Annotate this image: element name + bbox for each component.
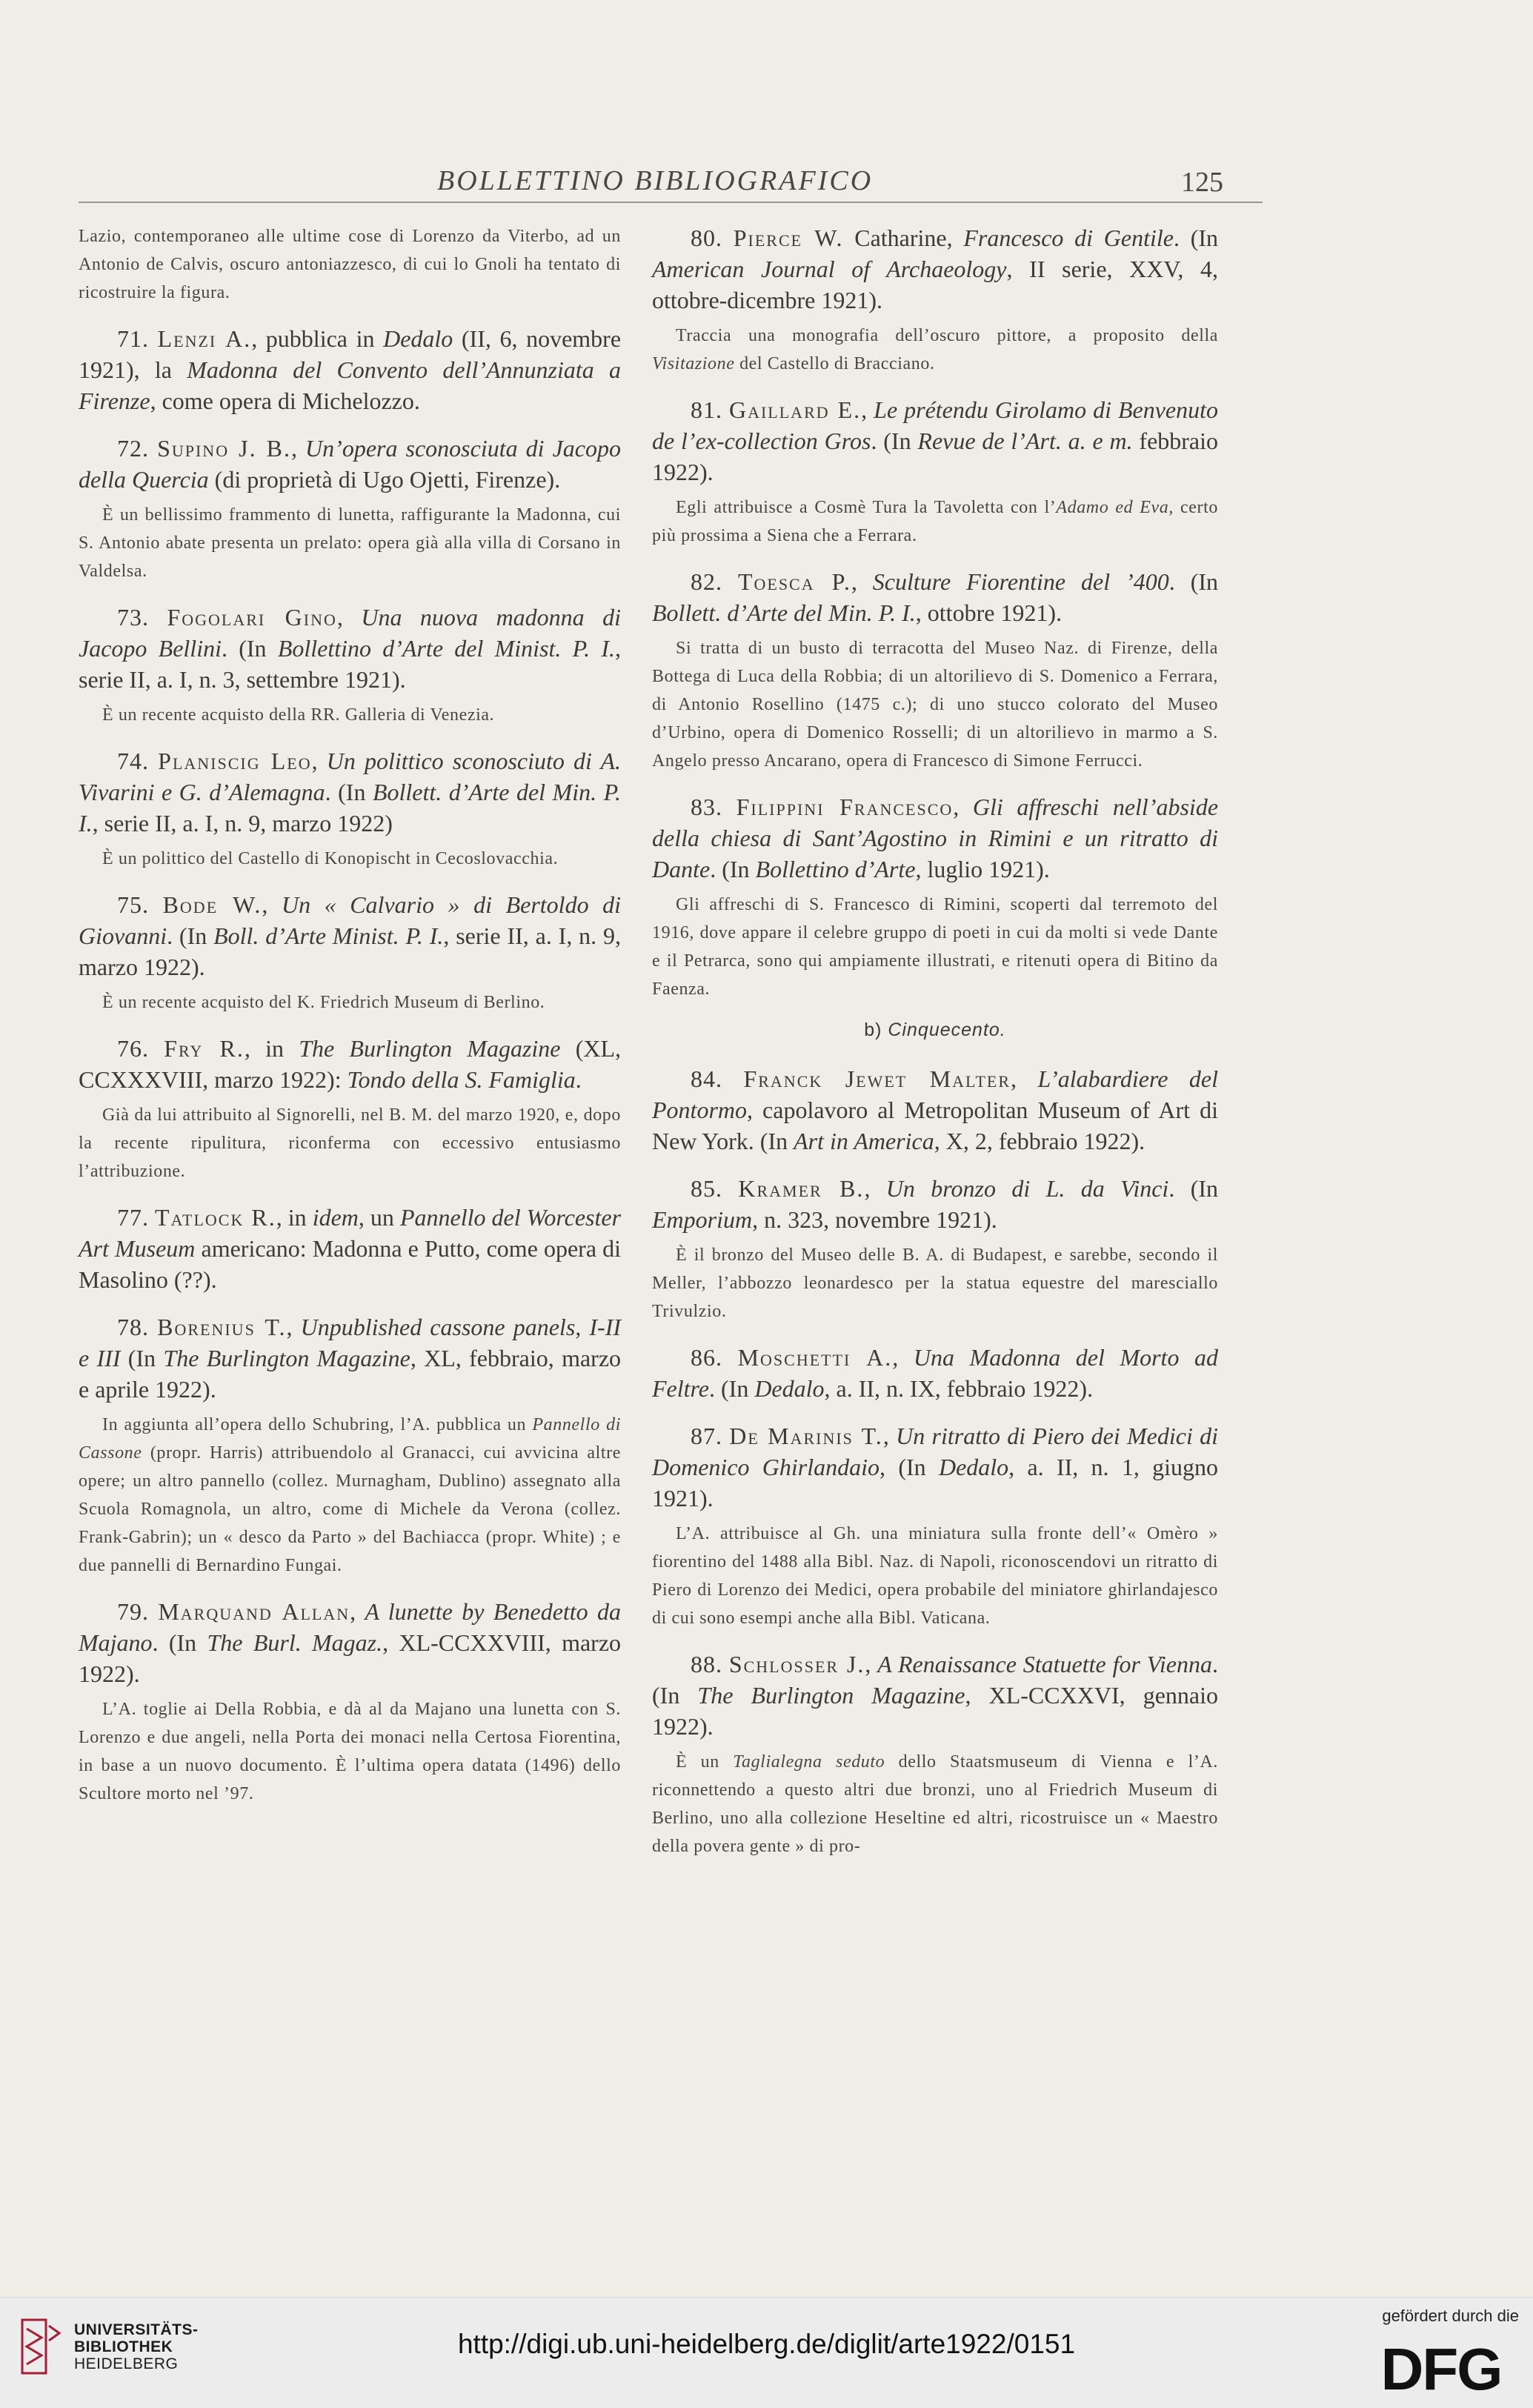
entry-number: 78. (117, 1314, 149, 1340)
entry-author: Toesca P. (737, 568, 851, 595)
entry-author: Bode W. (162, 891, 262, 918)
note-text: del Castello di Bracciano. (734, 354, 935, 373)
entry-note (652, 493, 1218, 550)
citation-text: , (851, 568, 873, 595)
citation-text: , (In (879, 1454, 939, 1480)
citation-title: Pannello del Worcester Art Museum (79, 1204, 622, 1262)
entry-author: Tatlock R. (155, 1204, 276, 1231)
entry-citation (79, 889, 621, 982)
citation-text: (II, 6, novembre 1921), la (79, 325, 622, 383)
entry-note: Già da lui attribuito al Signorelli, nel B. M. del marzo 1920, e, dopo la recente ripulitura, riconferma con eccessivo entusiasmo l’attribuzione. (79, 1105, 621, 1181)
entry-87 (652, 1420, 1218, 1632)
entry-author: Franck Jewet Malter (743, 1065, 1011, 1092)
citation-text: , (262, 891, 282, 918)
citation-title: Unpublished cassone panels, I-II e III (79, 1314, 622, 1371)
entry-author: Pierce W. (733, 224, 844, 251)
entry-number: 85. (691, 1175, 722, 1202)
section-title: Cinquecento. (888, 1020, 1006, 1040)
entry-citation (79, 1311, 621, 1405)
note-text: È un (676, 1752, 734, 1772)
entry-75 (79, 889, 621, 1017)
entry-author: Supino J. B. (157, 435, 291, 462)
citation-text: , (1011, 1065, 1038, 1092)
citation-title: idem (312, 1204, 359, 1231)
entry-citation (652, 1063, 1218, 1157)
entry-author: Kramer B. (738, 1175, 865, 1202)
entry-citation (79, 1033, 621, 1095)
citation-title: Emporium (652, 1206, 753, 1233)
citation-title: Un’opera sconosciuta di Jacopo della Quercia (79, 435, 622, 493)
citation-text: , XL-CCXXVIII, marzo 1922). (79, 1629, 622, 1687)
citation-text: , XL, febbraio, marzo e aprile 1922). (79, 1345, 622, 1403)
entry-note: È un polittico del Castello di Konopischt in Cecoslovacchia. (102, 849, 559, 868)
citation-text: , (861, 396, 874, 423)
citation-text: , (311, 748, 327, 774)
entry-86 (652, 1342, 1218, 1404)
note-text: Traccia una monografia dell’oscuro pittore, a proposito della (676, 326, 1218, 345)
entry-note: Lazio, contemporaneo alle ultime cose di Lorenzo da Viterbo, ad un Antonio de Calvis, oscuro antoniazzesco, di cui lo Gnoli ha tentato di ricostruire la figura. (79, 227, 621, 302)
citation-title: Un bronzo di L. da Vinci (885, 1175, 1169, 1202)
left-column (79, 222, 621, 1824)
entry-note (79, 1411, 621, 1580)
citation-title: The Burl. Magaz. (207, 1629, 383, 1656)
entry-note: È il bronzo del Museo delle B. A. di Budapest, e sarebbe, secondo il Meller, l’abbozzo leonardesco per la statua equestre del maresciallo Trivulzio. (652, 1245, 1218, 1321)
entry-83 (652, 791, 1218, 1003)
entry-77 (79, 1202, 621, 1295)
entry-79 (79, 1596, 621, 1808)
citation-text: , (290, 435, 306, 462)
entry-author: Gaillard E. (728, 396, 862, 423)
citation-text: . (In (221, 635, 278, 662)
citation-text: , II serie, XXV, 4, ottobre-dicembre 1921). (652, 256, 1219, 313)
citation-title: The Burlington Magazine (697, 1682, 965, 1709)
note-text: Egli attribuisce a Cosmè Tura la Tavoletta con l’ (676, 498, 1057, 517)
note-title: Visitazione (652, 354, 735, 373)
citation-text: , in (276, 1204, 313, 1231)
right-column (652, 222, 1218, 1877)
citation-text: , (882, 1423, 897, 1449)
citation-text: . (In (709, 1375, 755, 1402)
citation-text: febbraio 1922). (652, 428, 1219, 485)
citation-title: Le prétendu Girolamo di Benvenuto de l’ex-collection Gros (652, 396, 1219, 454)
section-label: b) (864, 1020, 888, 1040)
citation-title: Boll. d’Arte Minist. P. I. (213, 922, 444, 949)
entry-81 (652, 394, 1218, 550)
entry-number: 72. (117, 435, 149, 462)
note-text: , certo più prossima a Siena che a Ferrara. (652, 498, 1218, 545)
citation-text: . (In (652, 1651, 1218, 1709)
citation-title: Art in America (794, 1128, 934, 1154)
entry-71 (79, 323, 621, 416)
funding-caption: gefördert durch die (1382, 2306, 1519, 2325)
entry-number: 71. (117, 325, 149, 352)
entry-citation (652, 1420, 1218, 1514)
citation-text: , serie II, a. I, n. 3, settembre 1921). (79, 635, 622, 693)
entry-note: Si tratta di un busto di terracotta del Museo Naz. di Firenze, della Bottega di Luca della Robbia; di un altorilievo di S. Domenico a Ferrara, di Antonio Rosellino (1475 c.); di uno stucco colorato del Museo d’Urbino, opera di Domenico Rosselli; di un altorilievo in marmo a S. Angelo presso Ancarano, opera di Francesco di Simone Ferrucci. (652, 639, 1218, 771)
entry-number: 81. (691, 396, 722, 423)
entry-author: Fry R. (164, 1035, 245, 1062)
citation-text: , pubblica in (251, 325, 384, 352)
entry-note: È un bellissimo frammento di lunetta, raffigurante la Madonna, cui S. Antonio abate presenta un prelato: opera già alla villa di Corsano in Valdelsa. (79, 505, 621, 581)
entry-note: L’A. attribuisce al Gh. una miniatura sulla fronte dell’« Omèro » fiorentino del 1488 alla Bibl. Naz. di Napoli, riconoscendovi un ritratto di Piero di Lorenzo dei Medici, opera probabile del miniatore ghirlandajesco di cui sono esempi anche alla Bibl. Vaticana. (652, 1524, 1218, 1628)
citation-title: Revue de l’Art. a. e m. (917, 428, 1133, 454)
citation-title: Dedalo (383, 325, 453, 352)
citation-title: Un ritratto di Piero dei Medici di Domenico Ghirlandaio (652, 1423, 1219, 1480)
entry-72 (79, 433, 621, 585)
entry-76 (79, 1033, 621, 1185)
note-text: (propr. Harris) attribuendolo al Granacci, cui avvicina altre opere; un altro pannello (collez. Murnagham, Dublino) assegnato alla Scuola Romagnola, un altro, come di Michele da Verona (collez. Frank-Gabrin); un « desco da Parto » del Bachiacca (propr. White) ; e due pannelli di Bernardino Fungai. (79, 1443, 621, 1575)
citation-title: Dedalo (938, 1454, 1009, 1480)
citation-title: Francesco di Gentile (963, 224, 1174, 251)
entry-84 (652, 1063, 1218, 1157)
citation-text: , serie II, a. I, n. 9, marzo 1922). (79, 922, 622, 980)
entry-note: L’A. toglie ai Della Robbia, e dà al da Majano una lunetta con S. Lorenzo e due angeli, nella Porta dei monaci nella Certosa Fiorentina, in base a un nuovo documento. È l’ultima opera datata (1496) dello Scultore morto nel ’97. (79, 1700, 621, 1803)
entry-author: Lenzi A. (157, 325, 252, 352)
citation-title: Gli affreschi nell’abside della chiesa di Sant’Agostino in Rimini e un ritratto di Dante (652, 794, 1219, 882)
entry-number: 74. (117, 748, 149, 774)
citation-text: , n. 323, novembre 1921). (752, 1206, 997, 1233)
citation-text: , serie II, a. I, n. 9, marzo 1922) (92, 810, 393, 837)
entry-citation (652, 1649, 1218, 1742)
source-url-link[interactable]: http://digi.ub.uni-heidelberg.de/diglit/arte1922/0151 (457, 2329, 1076, 2359)
entry-citation (79, 602, 621, 695)
citation-title: A lunette by Benedetto da Majano (79, 1598, 622, 1656)
entry-78 (79, 1311, 621, 1580)
citation-text: americano: Madonna e Putto, come opera di Masolino (??). (79, 1235, 622, 1293)
entry-author: Fogolari Gino (167, 604, 337, 631)
entry-citation (652, 1342, 1218, 1404)
entry-carryover (79, 222, 621, 307)
citation-text: . (In (1168, 568, 1218, 595)
entry-author: Schlosser J. (728, 1651, 865, 1677)
footer-bar (0, 2297, 1533, 2408)
entry-citation (79, 433, 621, 495)
citation-title: Una nuova madonna di Jacopo Bellini (79, 604, 622, 662)
citation-text: , a. II, n. IX, febbraio 1922). (824, 1375, 1094, 1402)
entry-number: 76. (117, 1035, 149, 1062)
citation-text: Catharine, (843, 224, 964, 251)
citation-text: . (575, 1066, 582, 1093)
entry-number: 82. (691, 568, 722, 595)
citation-title: The Burlington Magazine (299, 1035, 561, 1062)
citation-text: (XL, CCXXXVIII, marzo 1922): (79, 1035, 621, 1093)
dfg-logo-icon (1363, 2338, 1519, 2397)
citation-title: Bollettino d’Arte del Minist. P. I. (277, 635, 616, 662)
entry-number: 77. (117, 1204, 149, 1231)
entry-author: Filippini Francesco (736, 794, 954, 820)
citation-text: , XL-CCXXVI, gennaio 1922). (652, 1682, 1219, 1740)
note-title: Pannello di Cassone (79, 1415, 621, 1463)
entry-note (652, 322, 1218, 378)
entry-citation (652, 1173, 1218, 1235)
entry-citation (652, 791, 1218, 885)
citation-title: The Burlington Magazine (163, 1345, 410, 1371)
library-name-line: BIBLIOTHEK (74, 2338, 173, 2355)
citation-title: Un « Calvario » di Bertoldo di Giovanni (79, 891, 622, 949)
entry-note (652, 1748, 1218, 1860)
citation-text: , un (358, 1204, 400, 1231)
entry-citation (79, 323, 621, 416)
entry-note: È un recente acquisto della RR. Galleria di Venezia. (102, 705, 495, 725)
citation-text: , in (244, 1035, 299, 1062)
citation-text: . (In (152, 1629, 207, 1656)
citation-text: , X, 2, febbraio 1922). (934, 1128, 1145, 1154)
running-title: BOLLETTINO BIBLIOGRAFICO (437, 165, 874, 196)
citation-text: , (350, 1598, 365, 1625)
entry-citation (652, 394, 1218, 488)
citation-title: A Renaissance Statuette for Vienna (877, 1651, 1212, 1677)
citation-title: Sculture Fiorentine del ’400 (872, 568, 1169, 595)
entry-citation (79, 1596, 621, 1689)
entry-citation (79, 745, 621, 839)
citation-title: Madonna del Convento dell’Annunziata a Firenze (79, 356, 622, 414)
entry-citation (652, 222, 1218, 316)
note-text: dello Staatsmuseum di Vienna e l’A. riconnettendo a questo altri due bronzi, uno al Friedrich Museum di Berlino, uno alla collezione Heseltine ed altri, ricostruisce un « Maestro della povera gente » di pro- (652, 1752, 1218, 1856)
library-name-line: HEIDELBERG (74, 2355, 179, 2372)
note-title: Adamo ed Eva (1056, 498, 1169, 517)
entry-number: 84. (691, 1065, 722, 1092)
citation-text: , (864, 1175, 886, 1202)
entry-74 (79, 745, 621, 873)
citation-text: . (In (167, 922, 214, 949)
entry-author: Moschetti A. (737, 1344, 893, 1371)
note-title: Taglialegna seduto (733, 1752, 885, 1772)
note-text: In aggiunta all’opera dello Schubring, l’A. pubblica un (102, 1415, 533, 1434)
header-rule (79, 202, 1263, 203)
citation-title: Bollett. d’Arte del Min. P. I. (652, 599, 916, 626)
citation-text: . (In (710, 856, 756, 882)
entry-number: 80. (691, 224, 722, 251)
citation-text: , (892, 1344, 914, 1371)
entry-73 (79, 602, 621, 729)
citation-text: (In (120, 1345, 164, 1371)
library-name-line: UNIVERSITÄTS- (74, 2321, 199, 2338)
citation-title: Un polittico sconosciuto di A. Vivarini e G. d’Alemagna (79, 748, 622, 805)
citation-text: , (336, 604, 362, 631)
entry-note: È un recente acquisto del K. Friedrich Museum di Berlino. (102, 993, 545, 1012)
citation-text: . (In (871, 428, 918, 454)
citation-text: . (In (325, 779, 373, 805)
entry-number: 88. (691, 1651, 722, 1677)
entry-author: Marquand Allan (158, 1598, 350, 1625)
page-number: 125 (1181, 167, 1223, 198)
citation-title: Tondo della S. Famiglia (347, 1066, 576, 1093)
citation-text: . (In (1168, 1175, 1219, 1202)
citation-text: , (865, 1651, 878, 1677)
dfg-logo-text: DFG (1380, 2338, 1502, 2397)
entry-number: 86. (691, 1344, 722, 1371)
funding-block (1363, 2306, 1519, 2403)
citation-text: (di proprietà di Ugo Ojetti, Firenze). (208, 466, 561, 493)
citation-title: L’alabardiere del Pontormo (652, 1065, 1218, 1123)
citation-title: Dedalo (754, 1375, 825, 1402)
entry-citation (652, 566, 1218, 628)
entry-82 (652, 566, 1218, 775)
entry-author: Planiscig Leo (158, 748, 312, 774)
citation-title: Bollett. d’Arte del Min. P. I. (79, 779, 622, 837)
entry-citation (79, 1202, 621, 1295)
entry-number: 87. (691, 1423, 722, 1449)
citation-title: Bollettino d’Arte (755, 856, 916, 882)
citation-text: , ottobre 1921). (915, 599, 1063, 626)
citation-text: . (In (1173, 224, 1219, 251)
citation-text: , (953, 794, 973, 820)
citation-text: , luglio 1921). (915, 856, 1050, 882)
citation-title: Una Madonna del Morto ad Feltre (652, 1344, 1219, 1402)
entry-number: 75. (117, 891, 149, 918)
entry-number: 79. (117, 1598, 149, 1625)
section-heading (652, 1020, 1218, 1041)
entry-author: De Marinis T. (729, 1423, 883, 1449)
citation-text: , come opera di Michelozzo. (150, 388, 420, 414)
entry-note: Gli affreschi di S. Francesco di Rimini, scoperti dal terremoto del 1916, dove appare il celebre gruppo di poeti in cui da molti si vede Dante e il Petrarca, sono qui ampiamente illustrati, e ritenuti opera di Bitino da Faenza. (652, 895, 1218, 999)
entry-number: 73. (117, 604, 149, 631)
citation-title: American Journal of Archaeology (652, 256, 1007, 282)
entry-number: 83. (691, 794, 722, 820)
citation-text: , capolavoro al Metropolitan Museum of Art di New York. (In (652, 1097, 1218, 1154)
entry-88 (652, 1649, 1218, 1860)
citation-text: , (286, 1314, 301, 1340)
entry-80 (652, 222, 1218, 378)
entry-85 (652, 1173, 1218, 1326)
citation-text: , a. II, n. 1, giugno 1921). (652, 1454, 1219, 1511)
entry-author: Borenius T. (157, 1314, 287, 1340)
